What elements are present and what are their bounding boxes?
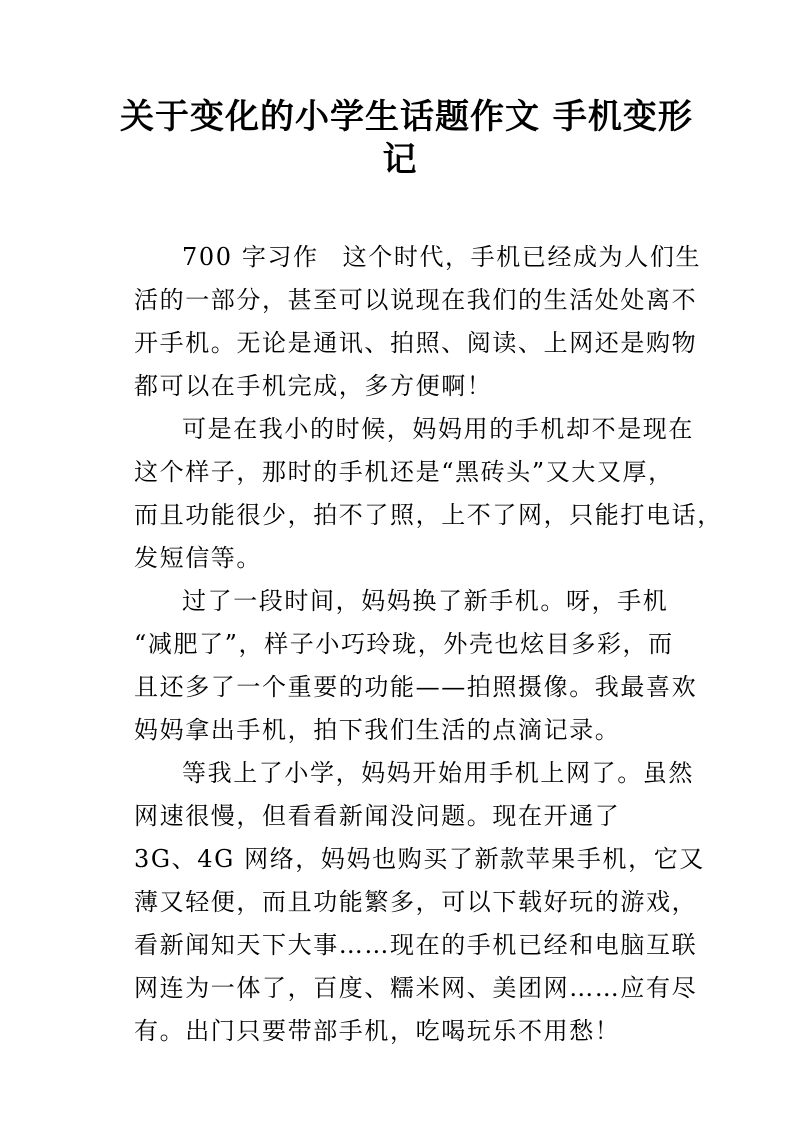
paragraph-line: 看新闻知天下大事……现在的手机已经和电脑互联 <box>134 931 698 959</box>
document-body <box>134 236 723 1053</box>
paragraph-line: 发短信等。 <box>134 544 262 572</box>
paragraph-3 <box>134 580 698 752</box>
paragraph-4 <box>134 752 705 1053</box>
paragraph-line: 等我上了小学，妈妈开始用手机上网了。虽然 <box>182 759 694 787</box>
paragraph-line: 妈妈拿出手机，拍下我们生活的点滴记录。 <box>134 716 621 744</box>
paragraph-line: 网速很慢，但看看新闻没问题。现在开通了 <box>134 802 621 830</box>
title-line-2: 记 <box>382 140 418 180</box>
document-title <box>120 92 693 180</box>
paragraph-line: 可是在我小的时候，妈妈用的手机却不是现在 <box>182 415 694 443</box>
paragraph-line: 开手机。无论是通讯、拍照、阅读、上网还是购物 <box>134 329 698 357</box>
paragraph-line: 有。出门只要带部手机，吃喝玩乐不用愁！ <box>134 1017 621 1045</box>
paragraph-text: 这个时代，手机已经成为人们生 <box>342 243 702 271</box>
genre-label: 700 字习作 <box>182 243 319 271</box>
paragraph-line: 这个样子，那时的手机还是“黑砖头”又大又厚， <box>134 458 674 486</box>
paragraph-line <box>134 236 702 279</box>
paragraph-line: 过了一段时间，妈妈换了新手机。呀，手机 <box>182 587 669 615</box>
paragraph-line: 网连为一体了，百度、糯米网、美团网……应有尽 <box>134 974 698 1002</box>
paragraph-2 <box>134 408 723 580</box>
paragraph-line: 而且功能很少，拍不了照，上不了网，只能打电话， <box>134 501 723 529</box>
paragraph-line: 都可以在手机完成，多方便啊！ <box>134 372 493 400</box>
paragraph-line: 3G、4G 网络，妈妈也购买了新款苹果手机，它又 <box>134 845 705 873</box>
paragraph-1 <box>134 236 702 408</box>
paragraph-line: “减肥了”，样子小巧玲珑，外壳也炫目多彩，而 <box>134 630 674 658</box>
title-line-1: 关于变化的小学生话题作文 手机变形 <box>120 97 693 137</box>
paragraph-line: 薄又轻便，而且功能繁多，可以下载好玩的游戏， <box>134 888 698 916</box>
paragraph-line: 活的一部分，甚至可以说现在我们的生活处处离不 <box>134 286 698 314</box>
paragraph-line: 且还多了一个重要的功能——拍照摄像。我最喜欢 <box>134 673 698 701</box>
